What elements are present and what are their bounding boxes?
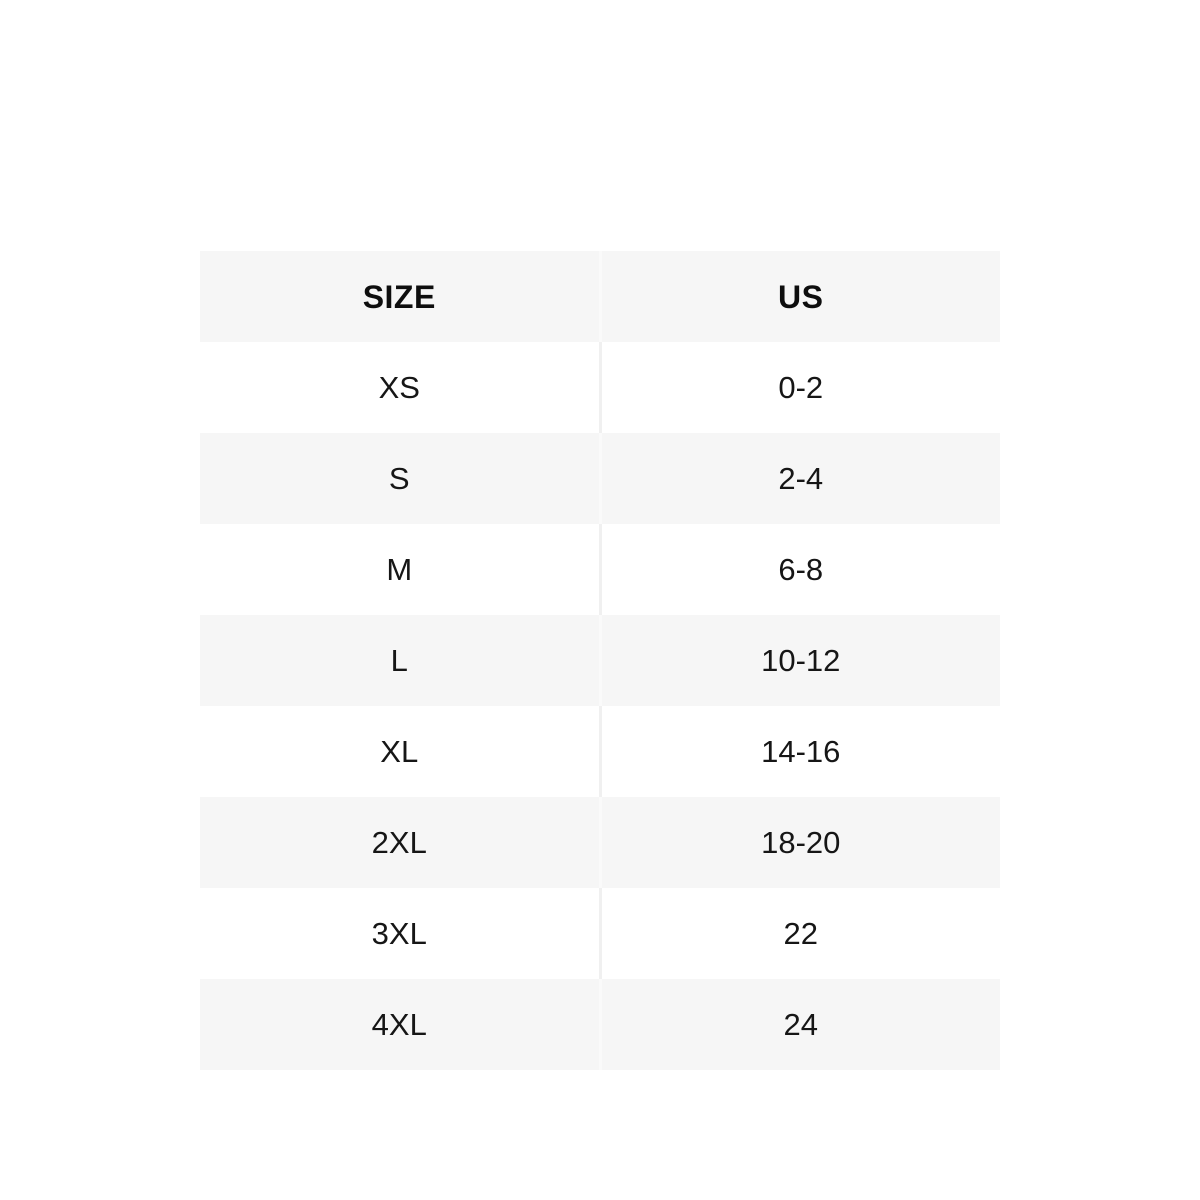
us-cell: 6-8: [599, 524, 1001, 615]
table-header-row: [200, 251, 1000, 342]
us-cell: 14-16: [599, 706, 1001, 797]
size-cell: S: [388, 461, 410, 496]
table-row: [200, 342, 1000, 433]
us-cell: 0-2: [599, 342, 1001, 433]
table-row: [200, 524, 1000, 615]
table-row: [200, 615, 1000, 706]
size-cell: M: [386, 552, 413, 587]
size-cell: XS: [378, 370, 420, 405]
table-row: [200, 433, 1000, 524]
size-cell: 3XL: [371, 916, 427, 951]
header-size: SIZE: [362, 278, 436, 315]
table-row: [200, 888, 1000, 979]
size-cell: 2XL: [371, 825, 427, 860]
header-us: US: [599, 251, 1001, 342]
table-row: [200, 797, 1000, 888]
us-cell: 10-12: [599, 615, 1001, 706]
us-cell: 22: [599, 888, 1001, 979]
us-cell: 2-4: [599, 433, 1001, 524]
us-cell: 18-20: [599, 797, 1001, 888]
size-cell: XL: [380, 734, 419, 769]
table-body: [200, 342, 1000, 1070]
size-cell: 4XL: [371, 1007, 427, 1042]
table-row: [200, 979, 1000, 1070]
us-cell: 24: [599, 979, 1001, 1070]
size-chart-table: [200, 251, 1000, 1070]
table-row: [200, 706, 1000, 797]
size-cell: L: [390, 643, 408, 678]
